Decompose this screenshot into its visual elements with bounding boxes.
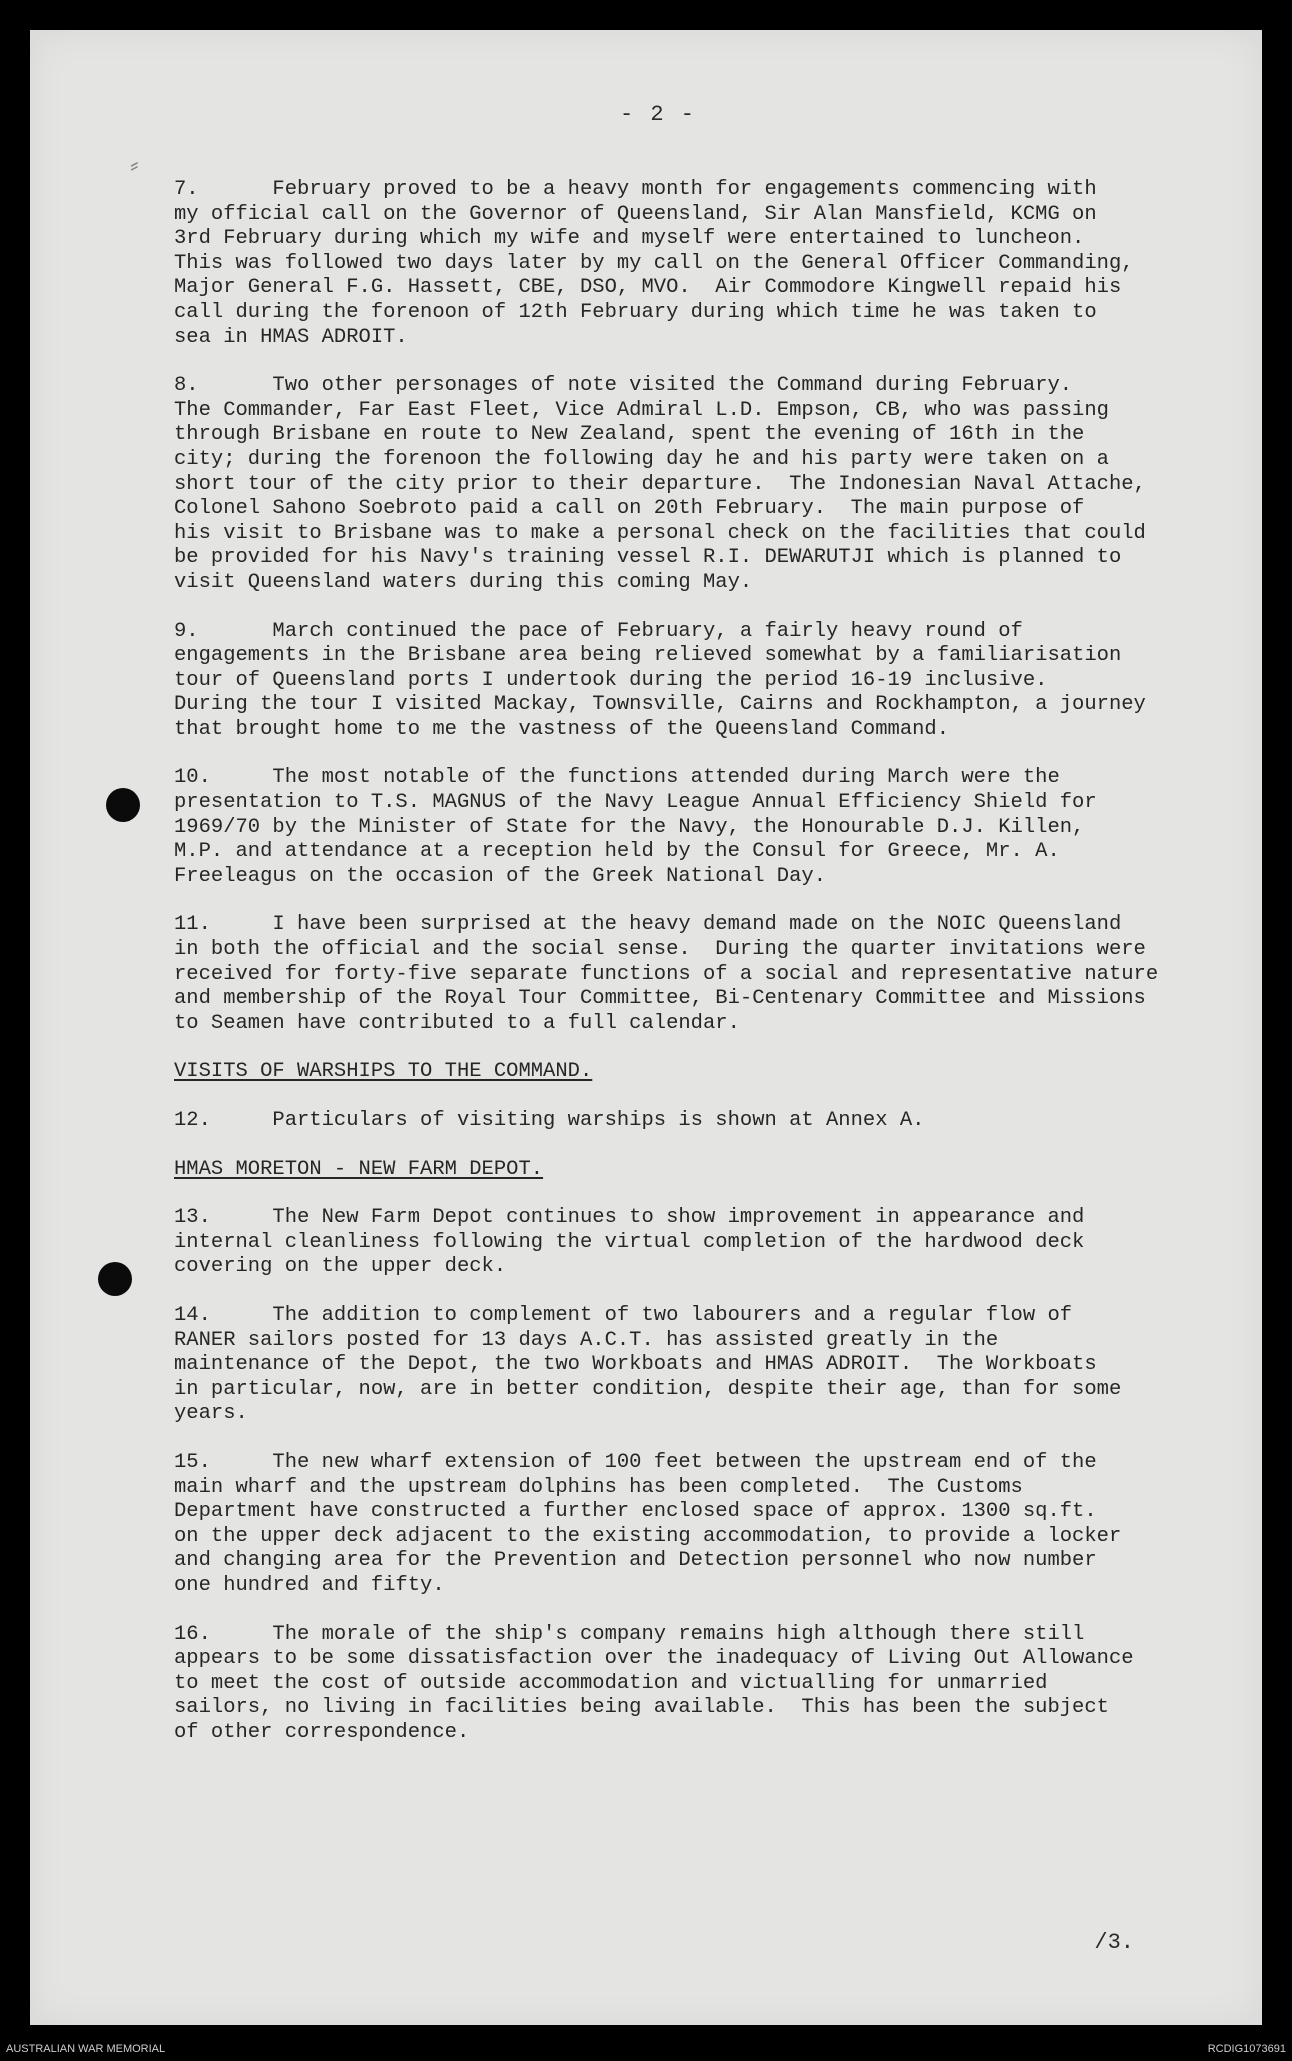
text-line: his visit to Brisbane was to make a personal check on the facilities that could xyxy=(174,521,1146,545)
text-line: on the upper deck adjacent to the existing accommodation, to provide a locker xyxy=(174,1524,1122,1548)
text-line: received for forty-five separate functions of a social and representative nature xyxy=(174,962,1159,986)
text-line: 7. February proved to be a heavy month for engagements commencing with xyxy=(174,178,1097,201)
paragraph xyxy=(174,1109,1214,1134)
text-line: city; during the forenoon the following day he and his party were taken on a xyxy=(174,447,1109,471)
ink-mark: ⸗ xyxy=(130,150,139,179)
text-line: and membership of the Royal Tour Committee, Bi-Centenary Committee and Missions xyxy=(174,987,1146,1011)
paragraph xyxy=(174,1206,1214,1280)
text-line: call during the forenoon of 12th February during which time he was taken to xyxy=(174,300,1097,324)
text-line: short tour of the city prior to their departure. The Indonesian Naval Attache, xyxy=(174,472,1146,496)
section-heading: VISITS OF WARSHIPS TO THE COMMAND. xyxy=(174,1060,593,1084)
paragraph xyxy=(174,374,1214,595)
text-line: years. xyxy=(174,1402,248,1426)
text-line: M.P. and attendance at a reception held by the Consul for Greece, Mr. A. xyxy=(174,840,1060,864)
text-line: 10. The most notable of the functions attended during March were the xyxy=(174,766,1060,790)
paragraph xyxy=(174,1304,1214,1427)
text-line: that brought home to me the vastness of the Queensland Command. xyxy=(174,717,950,741)
paragraph xyxy=(174,1451,1214,1599)
text-line: one hundred and fifty. xyxy=(174,1573,445,1597)
text-line: Colonel Sahono Soebroto paid a call on 20th February. The main purpose of xyxy=(174,497,1085,521)
text-line: This was followed two days later by my call on the General Officer Commanding, xyxy=(174,251,1134,275)
text-line: 11. I have been surprised at the heavy demand made on the NOIC Queensland xyxy=(174,913,1122,937)
text-line: internal cleanliness following the virtual completion of the hardwood deck xyxy=(174,1230,1085,1254)
archive-footer xyxy=(0,2025,1292,2061)
text-line: visit Queensland waters during this coming May. xyxy=(174,570,753,594)
text-line: tour of Queensland ports I undertook during the period 16-19 inclusive. xyxy=(174,668,1048,692)
text-line: sea in HMAS ADROIT. xyxy=(174,325,408,349)
paragraph xyxy=(174,913,1214,1036)
text-line: 15. The new wharf extension of 100 feet between the upstream end of the xyxy=(174,1450,1097,1474)
paragraph xyxy=(174,1623,1214,1746)
text-line: my official call on the Governor of Queensland, Sir Alan Mansfield, KCMG on xyxy=(174,202,1097,226)
text-line: maintenance of the Depot, the two Workboats and HMAS ADROIT. The Workboats xyxy=(174,1353,1097,1377)
text-line: 13. The New Farm Depot continues to show improvement in appearance and xyxy=(174,1206,1085,1230)
section-heading: HMAS MORETON - NEW FARM DEPOT. xyxy=(174,1157,544,1181)
paragraph xyxy=(174,178,1214,350)
text-line: 9. March continued the pace of February, a fairly heavy round of xyxy=(174,619,1023,643)
text-line: RANER sailors posted for 13 days A.C.T. has assisted greatly in the xyxy=(174,1328,999,1352)
archive-name: AUSTRALIAN WAR MEMORIAL xyxy=(6,2043,166,2055)
text-line: appears to be some dissatisfaction over the inadequacy of Living Out Allowance xyxy=(174,1647,1134,1671)
text-line: be provided for his Navy's training vessel R.I. DEWARUTJI which is planned to xyxy=(174,546,1122,570)
text-line: engagements in the Brisbane area being relieved somewhat by a familiarisation xyxy=(174,644,1122,668)
text-line: Freeleagus on the occasion of the Greek National Day. xyxy=(174,864,827,888)
text-line: Department have constructed a further enclosed space of approx. 1300 sq.ft. xyxy=(174,1500,1097,1524)
text-line: in both the official and the social sense. During the quarter invitations were xyxy=(174,938,1146,962)
punch-hole xyxy=(98,1262,132,1296)
text-line: The Commander, Far East Fleet, Vice Admiral L.D. Empson, CB, who was passing xyxy=(174,398,1109,422)
page-number: - 2 - xyxy=(620,102,697,127)
paragraph xyxy=(174,620,1214,743)
text-line: 16. The morale of the ship's company remains high although there still xyxy=(174,1622,1085,1646)
text-line: 3rd February during which my wife and myself were entertained to luncheon. xyxy=(174,227,1085,251)
text-line: covering on the upper deck. xyxy=(174,1255,507,1279)
text-line: main wharf and the upstream dolphins has been completed. The Customs xyxy=(174,1475,1023,1499)
text-line: and changing area for the Prevention and Detection personnel who now number xyxy=(174,1549,1097,1573)
punch-hole xyxy=(106,788,140,822)
folio-mark: /3. xyxy=(1094,1930,1134,1955)
text-line: of other correspondence. xyxy=(174,1720,470,1744)
paragraph xyxy=(174,766,1214,889)
text-line: 1969/70 by the Minister of State for the Navy, the Honourable D.J. Killen, xyxy=(174,815,1085,839)
document-page xyxy=(30,30,1262,2025)
text-line: Major General F.G. Hassett, CBE, DSO, MVO. Air Commodore Kingwell repaid his xyxy=(174,276,1122,300)
text-line: During the tour I visited Mackay, Townsville, Cairns and Rockhampton, a journey xyxy=(174,693,1146,717)
text-line: sailors, no living in facilities being available. This has been the subject xyxy=(174,1696,1109,1720)
text-line: through Brisbane en route to New Zealand, spent the evening of 16th in the xyxy=(174,423,1085,447)
text-line: presentation to T.S. MAGNUS of the Navy League Annual Efficiency Shield for xyxy=(174,791,1097,815)
text-line: 14. The addition to complement of two labourers and a regular flow of xyxy=(174,1303,1073,1327)
text-line: to Seamen have contributed to a full calendar. xyxy=(174,1011,740,1035)
document-body xyxy=(174,178,1214,1769)
text-line: 8. Two other personages of note visited the Command during February. xyxy=(174,374,1073,398)
text-line: 12. Particulars of visiting warships is shown at Annex A. xyxy=(174,1109,925,1132)
archive-reference: RCDIG1073691 xyxy=(1207,2043,1286,2055)
text-line: in particular, now, are in better condition, despite their age, than for some xyxy=(174,1377,1122,1401)
text-line: to meet the cost of outside accommodation and victualling for unmarried xyxy=(174,1671,1048,1695)
